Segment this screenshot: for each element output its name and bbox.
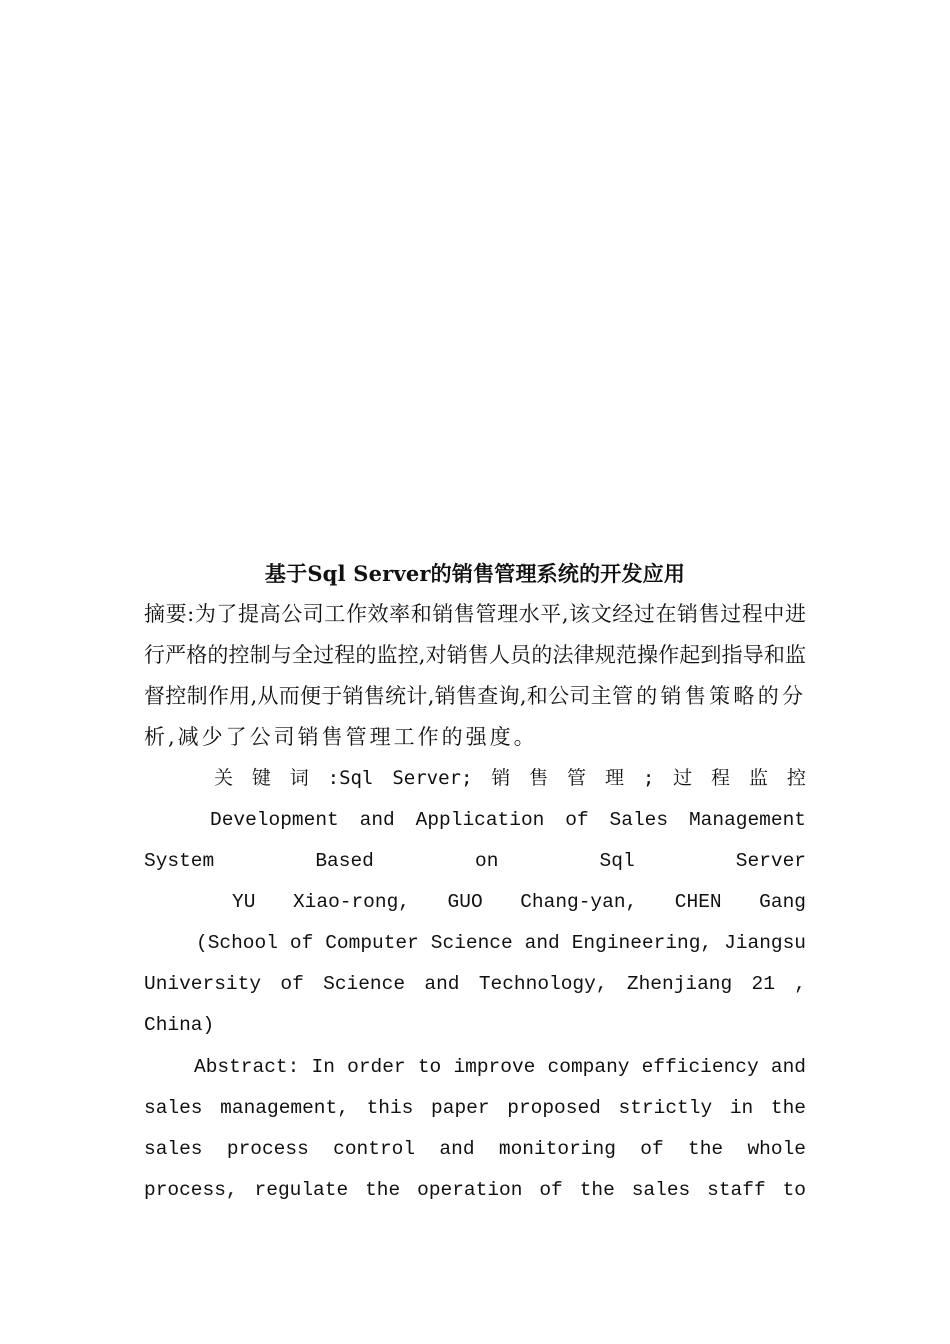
keyword-token: 理 xyxy=(604,767,624,789)
keyword-token: ; xyxy=(642,767,655,789)
keyword-token: 关 xyxy=(214,767,234,789)
english-abstract: Abstract: In order to improve company efficiency and sales management, this paper proposed strictly in the sales process control and monitoring of the whole process, regulate the operation of the sales staff to xyxy=(144,1056,806,1201)
english-title: Development and Application of Sales Management System Based on Sql Server xyxy=(144,809,806,872)
keyword-token: 销 xyxy=(491,767,511,789)
chinese-abstract-last-line: 管的销售策略的分析,减少了公司销售管理工作的强度。 xyxy=(144,684,806,749)
keyword-token: 过 xyxy=(673,767,693,789)
chinese-abstract xyxy=(144,594,806,758)
keyword-token: 控 xyxy=(786,767,806,789)
authors: YU Xiao-rong, GUO Chang-yan, CHEN Gang xyxy=(232,891,806,913)
keyword-token: 词 xyxy=(289,767,309,789)
keyword-token: 键 xyxy=(251,767,271,789)
keywords-line xyxy=(214,760,806,796)
keyword-token: 监 xyxy=(748,767,768,789)
affiliation: (School of Computer Science and Engineering, Jiangsu University of Science and Technology, Zhenjiang 21 , China) xyxy=(144,932,806,1036)
keyword-token: 管 xyxy=(567,767,587,789)
keyword-token: 程 xyxy=(711,767,731,789)
chinese-abstract-main: 摘要:为了提高公司工作效率和销售管理水平,该文经过在销售过程中进行严格的控制与全过程的监控,对销售人员的法律规范操作起到指导和监督控制作用,从而便于销售统计,销售查询,和公司主 xyxy=(144,602,806,708)
keyword-token: 售 xyxy=(529,767,549,789)
keyword-token: :Sql xyxy=(327,767,374,789)
paper-title: 基于Sql Server的销售管理系统的开发应用 xyxy=(264,561,686,586)
keyword-token: Server; xyxy=(392,767,473,789)
